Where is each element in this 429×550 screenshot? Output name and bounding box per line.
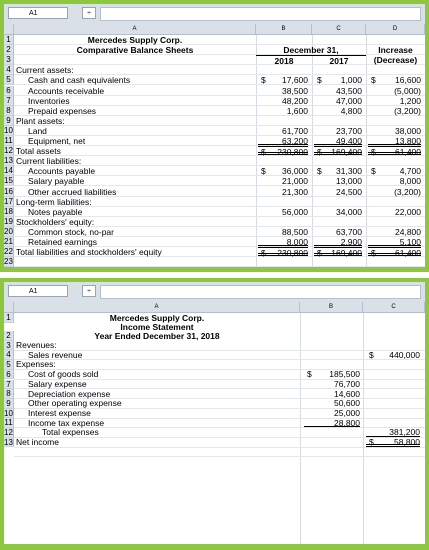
table-row <box>14 136 425 146</box>
row-label[interactable]: Other operating expense <box>28 398 122 409</box>
function-icon[interactable]: ÷ <box>82 285 96 297</box>
table-row <box>14 237 425 247</box>
cell-value: 28,800 <box>334 417 360 428</box>
value-cell-c[interactable] <box>314 237 362 246</box>
value-cell-d[interactable] <box>368 136 421 145</box>
row-number[interactable]: 2 <box>4 331 14 341</box>
row-label[interactable]: Total expenses <box>42 427 99 438</box>
cell-value: 169,400 <box>331 248 362 259</box>
value-cell-d[interactable] <box>368 106 421 115</box>
table-row <box>14 428 425 438</box>
row-number[interactable]: 15 <box>4 176 13 186</box>
row-number[interactable]: 7 <box>4 380 14 390</box>
table-row <box>14 448 425 458</box>
value-cell-b[interactable] <box>258 187 308 196</box>
table-row <box>14 106 425 116</box>
sheet-title: Mercedes Supply Corp. <box>87 35 183 45</box>
table-row <box>14 65 425 75</box>
value-cell-b[interactable] <box>258 136 308 145</box>
value-cell-b[interactable] <box>258 86 308 95</box>
row-number[interactable]: 1 <box>4 313 14 323</box>
formula-bar <box>4 282 425 303</box>
row-number[interactable]: 4 <box>4 350 14 360</box>
value-cell-c[interactable] <box>314 75 362 84</box>
row-number[interactable]: 3 <box>4 55 14 65</box>
cell-value: 34,000 <box>336 206 362 217</box>
cell-value: 230,800 <box>277 147 308 158</box>
column-header-a[interactable]: A <box>14 302 300 313</box>
value-cell-d[interactable] <box>368 176 421 185</box>
cell-value: 230,800 <box>277 248 308 259</box>
column-header-b[interactable]: B <box>256 24 312 35</box>
row-number[interactable]: 5 <box>4 75 14 85</box>
row-number[interactable]: 4 <box>4 65 14 75</box>
cell-value: 21,000 <box>282 176 308 187</box>
row-label[interactable]: Prepaid expenses <box>28 105 97 116</box>
row-label[interactable]: Salary expense <box>28 378 87 389</box>
row-number[interactable]: 11 <box>4 136 13 145</box>
decrease-header: (Decrease) <box>373 55 418 66</box>
row-number[interactable]: 16 <box>4 186 13 196</box>
row-label[interactable]: Common stock, no-par <box>28 226 114 237</box>
row-label[interactable]: Revenues: <box>16 340 57 350</box>
row-label[interactable]: Inventories <box>28 95 70 106</box>
value-cell-b[interactable] <box>304 399 360 408</box>
formula-input[interactable] <box>100 7 421 21</box>
row-label[interactable]: Sales revenue <box>28 349 83 360</box>
table-row <box>14 75 425 85</box>
dollar-sign: $ <box>307 369 312 380</box>
table-row <box>14 217 425 227</box>
cell-value: 88,500 <box>282 226 308 237</box>
value-cell-d[interactable] <box>368 227 421 236</box>
statement-title: Income Statement <box>120 322 194 332</box>
cell-value: 1,200 <box>399 95 421 106</box>
cell-value: 24,800 <box>395 226 421 237</box>
cell-value: 1,000 <box>340 75 362 86</box>
dollar-sign: $ <box>261 248 266 259</box>
cell-value: 4,700 <box>399 166 421 177</box>
row-label[interactable]: Plant assets: <box>16 115 65 126</box>
cell-value: 13,000 <box>336 176 362 187</box>
sheet-title: Comparative Balance Sheets <box>76 45 194 56</box>
cell-value: (3,200) <box>394 186 421 197</box>
dollar-sign: $ <box>261 166 266 177</box>
table-row <box>14 45 425 55</box>
cell-value: 48,200 <box>282 95 308 106</box>
income-statement-grid <box>4 282 425 544</box>
value-cell-b[interactable] <box>258 207 308 216</box>
cell-value: 440,000 <box>389 349 420 360</box>
cell-value: 2,900 <box>340 237 362 247</box>
cell-value: 4,800 <box>340 105 362 116</box>
cell-value: 56,000 <box>282 206 308 217</box>
table-row <box>14 247 425 257</box>
row-label[interactable]: Notes payable <box>28 206 83 217</box>
cell-value: 25,000 <box>334 407 360 418</box>
cell-value: 31,300 <box>336 166 362 177</box>
statement-title: Year Ended December 31, 2018 <box>94 331 220 341</box>
value-cell-d[interactable] <box>368 75 421 84</box>
row-label[interactable]: Income tax expense <box>28 417 105 428</box>
value-cell-b[interactable] <box>304 390 360 399</box>
value-cell-b[interactable] <box>258 106 308 115</box>
table-row <box>14 55 425 65</box>
value-cell-d[interactable] <box>368 207 421 216</box>
row-number[interactable]: 13 <box>4 156 13 166</box>
row-label[interactable]: Land <box>28 125 47 136</box>
value-cell-b[interactable] <box>304 409 360 418</box>
row-number[interactable]: 9 <box>4 399 14 409</box>
value-cell-c[interactable] <box>314 126 362 135</box>
value-cell-d[interactable] <box>368 96 421 105</box>
row-number[interactable]: 23 <box>4 257 13 267</box>
increase-header: Increase <box>378 45 413 56</box>
value-cell-c[interactable] <box>314 166 362 175</box>
row-number[interactable]: 8 <box>4 106 14 116</box>
dollar-sign: $ <box>317 147 322 158</box>
name-box[interactable]: A1 <box>8 7 68 19</box>
value-cell-c[interactable] <box>314 106 362 115</box>
year-2017-header: 2017 <box>312 55 366 64</box>
row-number[interactable]: 19 <box>4 216 13 226</box>
value-cell-b[interactable] <box>258 166 308 175</box>
dollar-sign: $ <box>261 147 266 158</box>
dollar-sign: $ <box>369 437 374 447</box>
value-cell-b[interactable] <box>258 176 308 185</box>
row-number[interactable]: 21 <box>4 237 13 246</box>
column-header-b[interactable]: B <box>300 302 363 313</box>
row-label[interactable]: Salary payable <box>28 176 85 187</box>
row-label[interactable]: Current assets: <box>16 65 74 76</box>
row-number[interactable]: 11 <box>4 418 13 428</box>
row-label[interactable]: Long-term liabilities: <box>16 196 92 207</box>
formula-input[interactable] <box>100 285 421 299</box>
cell-value: 50,600 <box>334 398 360 409</box>
cell-value: 22,000 <box>395 206 421 217</box>
cell-value: 14,600 <box>334 388 360 399</box>
value-cell-b[interactable] <box>304 419 360 428</box>
table-row <box>14 176 425 186</box>
value-cell-b[interactable] <box>258 96 308 105</box>
row-number[interactable]: 14 <box>4 166 13 176</box>
cell-value: 5,100 <box>399 237 421 247</box>
row-label[interactable]: Stockholders' equity: <box>16 216 95 227</box>
cell-value: 38,000 <box>395 125 421 136</box>
statement-title: Mercedes Supply Corp. <box>109 313 205 323</box>
value-cell-b[interactable] <box>258 75 308 84</box>
row-number[interactable]: 8 <box>4 389 14 399</box>
row-label[interactable]: Total assets <box>16 146 61 157</box>
cell-value: 23,700 <box>336 125 362 136</box>
value-cell-c[interactable] <box>366 438 420 447</box>
value-cell-b[interactable] <box>304 370 360 379</box>
row-number[interactable]: 5 <box>4 360 14 370</box>
cell-value: 43,500 <box>336 85 362 96</box>
row-number[interactable]: 12 <box>4 428 13 437</box>
cell-value: 21,300 <box>282 186 308 197</box>
table-row <box>14 187 425 197</box>
cell-value: 36,000 <box>282 166 308 177</box>
cell-value: 63,200 <box>282 136 308 146</box>
value-cell-c[interactable] <box>314 207 362 216</box>
table-row <box>14 116 425 126</box>
cell-value: 185,500 <box>329 369 360 380</box>
value-cell-b[interactable] <box>304 380 360 389</box>
row-label[interactable]: Total liabilities and stockholders' equity <box>16 247 162 258</box>
value-cell-d[interactable] <box>368 166 421 175</box>
year-2018-header: 2018 <box>256 55 312 64</box>
value-cell-c[interactable] <box>314 146 362 158</box>
dollar-sign: $ <box>317 248 322 259</box>
row-label[interactable]: Depreciation expense <box>28 388 111 399</box>
value-cell-c[interactable] <box>314 136 362 145</box>
value-cell-c[interactable] <box>366 428 420 437</box>
table-row <box>14 227 425 237</box>
row-number[interactable]: 6 <box>4 370 14 380</box>
value-cell-b[interactable] <box>258 237 308 246</box>
value-cell-c[interactable] <box>314 187 362 196</box>
table-row <box>14 207 425 217</box>
cell-value: 61,400 <box>395 248 421 259</box>
dollar-sign: $ <box>261 75 266 86</box>
cell-value: 61,700 <box>282 125 308 136</box>
dollar-sign: $ <box>371 248 376 259</box>
cell-value: 381,200 <box>389 427 420 438</box>
table-row <box>14 351 425 361</box>
cell-value: 61,400 <box>395 147 421 158</box>
table-row <box>14 86 425 96</box>
column-header-c[interactable]: C <box>363 302 425 313</box>
dollar-sign: $ <box>317 166 322 177</box>
value-cell-d[interactable] <box>368 146 421 158</box>
row-label[interactable]: Current liabilities: <box>16 156 82 167</box>
column-header-a[interactable]: A <box>14 24 256 35</box>
cell-value: 49,400 <box>336 136 362 146</box>
table-row <box>14 156 425 166</box>
value-cell-c[interactable] <box>314 96 362 105</box>
income-statement-window <box>0 278 429 550</box>
value-cell-d[interactable] <box>368 187 421 196</box>
value-cell-c[interactable] <box>314 227 362 236</box>
row-label[interactable]: Accounts payable <box>28 166 96 177</box>
cell-value: 13,800 <box>395 136 421 146</box>
cell-value: 76,700 <box>334 378 360 389</box>
cell-value: 16,600 <box>395 75 421 86</box>
table-row <box>14 146 425 156</box>
row-label[interactable]: Cost of goods sold <box>28 369 99 380</box>
row-number[interactable]: 22 <box>4 247 13 257</box>
row-number[interactable]: 18 <box>4 206 13 216</box>
dollar-sign: $ <box>371 166 376 177</box>
row-number[interactable]: 2 <box>4 45 14 55</box>
cell-value: 8,000 <box>399 176 421 187</box>
row-label[interactable]: Expenses: <box>16 359 56 370</box>
row-label[interactable]: Accounts receivable <box>28 85 105 96</box>
table-row <box>14 257 425 267</box>
row-number[interactable]: 13 <box>4 437 13 447</box>
row-number[interactable]: 1 <box>4 35 14 45</box>
row-number[interactable]: 3 <box>4 341 14 351</box>
row-number[interactable]: 17 <box>4 196 13 206</box>
table-row <box>14 438 425 448</box>
table-row <box>14 35 425 45</box>
cell-value: 8,000 <box>286 237 308 247</box>
cell-value: 17,600 <box>282 75 308 86</box>
row-label[interactable]: Retained earnings <box>28 237 97 247</box>
cell-value: 38,500 <box>282 85 308 96</box>
date-header: December 31, <box>283 45 339 56</box>
table-row <box>14 166 425 176</box>
cell-value: (3,200) <box>394 105 421 116</box>
select-all-corner[interactable] <box>4 302 14 313</box>
select-all-corner[interactable] <box>4 24 14 35</box>
formula-bar <box>4 4 425 25</box>
name-box[interactable]: A1 <box>8 285 68 297</box>
row-number[interactable]: 9 <box>4 116 14 126</box>
row-label[interactable]: Net income <box>16 437 59 447</box>
row-number[interactable]: 10 <box>4 125 13 135</box>
value-cell-c[interactable] <box>314 247 362 259</box>
dollar-sign: $ <box>371 147 376 158</box>
dollar-sign: $ <box>317 75 322 86</box>
function-icon[interactable]: ÷ <box>82 7 96 19</box>
value-cell-b[interactable] <box>258 126 308 135</box>
row-number[interactable]: 12 <box>4 146 13 156</box>
balance-sheet-grid <box>4 4 425 266</box>
cell-value: 1,600 <box>286 105 308 116</box>
row-label[interactable]: Cash and cash equivalents <box>28 75 131 86</box>
value-cell-d[interactable] <box>368 126 421 135</box>
value-cell-b[interactable] <box>258 247 308 259</box>
cell-value: (5,000) <box>394 85 421 96</box>
cell-value: 47,000 <box>336 95 362 106</box>
balance-sheet-window <box>0 0 429 272</box>
row-label[interactable]: Other accrued liabilities <box>28 186 117 197</box>
cell-value: 63,700 <box>336 226 362 237</box>
row-number[interactable]: 6 <box>4 86 14 96</box>
dollar-sign: $ <box>369 349 374 360</box>
table-row <box>14 96 425 106</box>
row-number[interactable]: 7 <box>4 96 14 106</box>
row-label[interactable]: Equipment, net <box>28 136 86 146</box>
column-header-d[interactable]: D <box>366 24 425 35</box>
value-cell-c[interactable] <box>314 86 362 95</box>
value-cell-d[interactable] <box>368 86 421 95</box>
cell-value: 24,500 <box>336 186 362 197</box>
table-row <box>14 126 425 136</box>
column-header-c[interactable]: C <box>312 24 366 35</box>
value-cell-d[interactable] <box>368 237 421 246</box>
value-cell-b[interactable] <box>258 146 308 158</box>
cell-value: 58,800 <box>394 437 420 447</box>
row-number[interactable]: 10 <box>4 408 13 418</box>
value-cell-b[interactable] <box>258 227 308 236</box>
table-row <box>14 197 425 207</box>
cell-value: 169,400 <box>331 147 362 158</box>
value-cell-c[interactable] <box>314 176 362 185</box>
dollar-sign: $ <box>371 75 376 86</box>
value-cell-d[interactable] <box>368 247 421 259</box>
row-number[interactable]: 20 <box>4 226 13 236</box>
row-label[interactable]: Interest expense <box>28 407 91 418</box>
value-cell-c[interactable] <box>366 351 420 360</box>
